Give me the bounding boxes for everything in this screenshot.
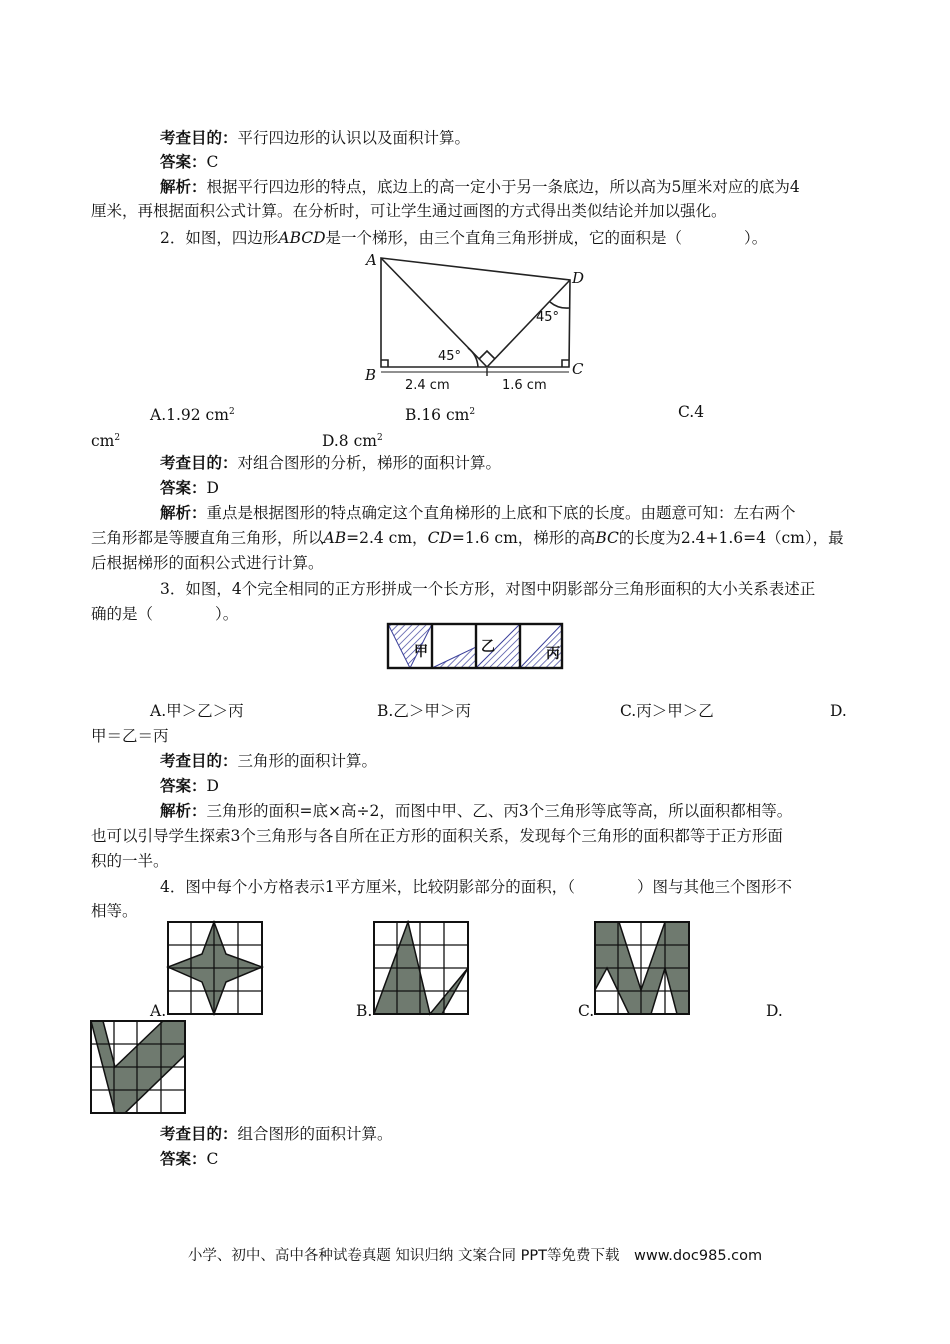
label-bing: 丙 <box>546 646 560 662</box>
q2-purpose-line: 考查目的：对组合图形的分析，梯形的面积计算。 <box>160 453 502 472</box>
page-footer: 小学、初中、高中各种试卷真题 知识归纳 文案合同 PPT等免费下载 www.doc985.com <box>187 1248 763 1264</box>
q3-squares-figure <box>386 622 566 672</box>
angle-arc-mid <box>468 348 478 367</box>
q3-option-b: B.乙＞甲＞丙 <box>377 702 471 720</box>
vertex-b: B <box>365 366 377 384</box>
q2-stem-post: 是一个梯形，由三个直角三角形拼成，它的面积是（ ）。 <box>325 229 768 247</box>
q1-analysis-line-2: 厘米，再根据面积公式计算。在分析时，可让学生通过画图的方式得出类似结论并加以强化。 <box>91 202 727 220</box>
q2-option-d: D.8 $cm^2$ <box>322 432 383 450</box>
segment-label-left: 2.4 cm <box>405 378 450 393</box>
q2-stem-pre: 2．如图，四边形 <box>160 229 279 247</box>
q4-figure-d <box>89 1019 189 1115</box>
q4-figure-b <box>372 920 472 1016</box>
q2-purpose: 对组合图形的分析，梯形的面积计算。 <box>237 454 502 472</box>
q3-answer-line: 答案：D <box>160 776 219 795</box>
q2-analysis-line-1: 解析：重点是根据图形的特点确定这个直角梯形的上底和下底的长度。由题意可知：左右两个 <box>160 503 796 522</box>
vertex-a: A <box>366 251 377 269</box>
q2-analysis-line-3: 后根据梯形的面积公式进行计算。 <box>91 554 324 572</box>
q1-answer: C <box>206 153 219 171</box>
q4-figure-a <box>166 920 266 1016</box>
q2-trapezoid-figure <box>360 250 600 395</box>
q3-analysis-line-2: 也可以引导学生探索3个三角形与各自所在正方形的面积关系，发现每个三角形的面积都等于正方形面 <box>91 827 783 845</box>
q2-option-c: C.4 <box>678 403 705 421</box>
q4-option-c: C. <box>578 1002 595 1020</box>
triangle-extra <box>432 647 476 668</box>
angle-arc-d <box>550 302 569 308</box>
q3-purpose-line: 考查目的：三角形的面积计算。 <box>160 751 378 770</box>
q4-answer: C <box>206 1150 219 1168</box>
q2-stem-var: ABCD <box>278 229 326 247</box>
right-angle-c <box>562 360 569 367</box>
q4-stem-2: 相等。 <box>91 902 138 920</box>
q3-option-d-text: 甲＝乙＝丙 <box>91 727 169 745</box>
q1-analysis-1: 根据平行四边形的特点，底边上的高一定小于另一条底边，所以高为5厘米对应的底为4 <box>206 178 800 196</box>
vertex-c: C <box>572 360 584 378</box>
q2-answer: D <box>206 479 219 497</box>
q4-option-b: B. <box>356 1002 373 1020</box>
answer-label: 答案： <box>160 152 207 171</box>
purpose-label: 考查目的： <box>160 128 238 147</box>
q4-answer-line: 答案：C <box>160 1149 219 1168</box>
analysis-label: 解析： <box>160 177 207 196</box>
right-angle-e <box>479 351 495 359</box>
q3-analysis-line-1: 解析：三角形的面积=底×高÷2，而图中甲、乙、丙3个三角形等底等高，所以面积都相等。 <box>160 801 793 820</box>
q3-purpose: 三角形的面积计算。 <box>237 752 378 770</box>
angle-label-mid: 45° <box>438 349 462 364</box>
segment-label-right: 1.6 cm <box>502 378 547 393</box>
q3-answer: D <box>206 777 219 795</box>
q3-option-a: A.甲＞乙＞丙 <box>150 702 244 720</box>
q4-purpose-line: 考查目的：组合图形的面积计算。 <box>160 1124 393 1143</box>
q1-answer-line <box>160 152 218 172</box>
vertex-d: D <box>572 269 585 287</box>
q1-purpose-line <box>160 128 470 148</box>
right-angle-b <box>381 360 388 367</box>
q2-option-c-unit: $cm^2$ <box>91 432 121 450</box>
q2-analysis-line-2: 三角形都是等腰直角三角形，所以AB=2.4 cm，CD=1.6 cm，梯形的高BC的长度为2.4+1.6=4（cm），最 <box>91 529 844 547</box>
q2-option-b: B.16 $cm^2$ <box>405 406 476 424</box>
q4-purpose: 组合图形的面积计算。 <box>237 1125 393 1143</box>
q3-option-d: D. <box>830 702 847 720</box>
q4-option-d: D. <box>766 1002 783 1020</box>
label-jia: 甲 <box>414 644 428 660</box>
q4-figure-c <box>593 920 693 1016</box>
q1-analysis-line-1 <box>160 177 800 197</box>
q3-option-c: C.丙＞甲＞乙 <box>620 702 714 720</box>
q4-stem-1: 4．图中每个小方格表示1平方厘米，比较阴影部分的面积，（ ）图与其他三个图形不 <box>160 878 792 896</box>
q3-stem-1: 3．如图，4个完全相同的正方形拼成一个长方形，对图中阴影部分三角形面积的大小关系表述正 <box>160 580 816 598</box>
q2-option-a: A.1.92 $cm^2$ <box>150 406 235 424</box>
q4-option-a: A. <box>150 1002 167 1020</box>
angle-label-d: 45° <box>536 310 560 325</box>
q2-stem <box>160 228 767 248</box>
q2-answer-line: 答案：D <box>160 478 219 497</box>
label-yi: 乙 <box>481 639 495 655</box>
q3-stem-2: 确的是（ ）。 <box>91 605 239 623</box>
q1-purpose: 平行四边形的认识以及面积计算。 <box>237 129 471 147</box>
q3-analysis-line-3: 积的一半。 <box>91 852 169 870</box>
